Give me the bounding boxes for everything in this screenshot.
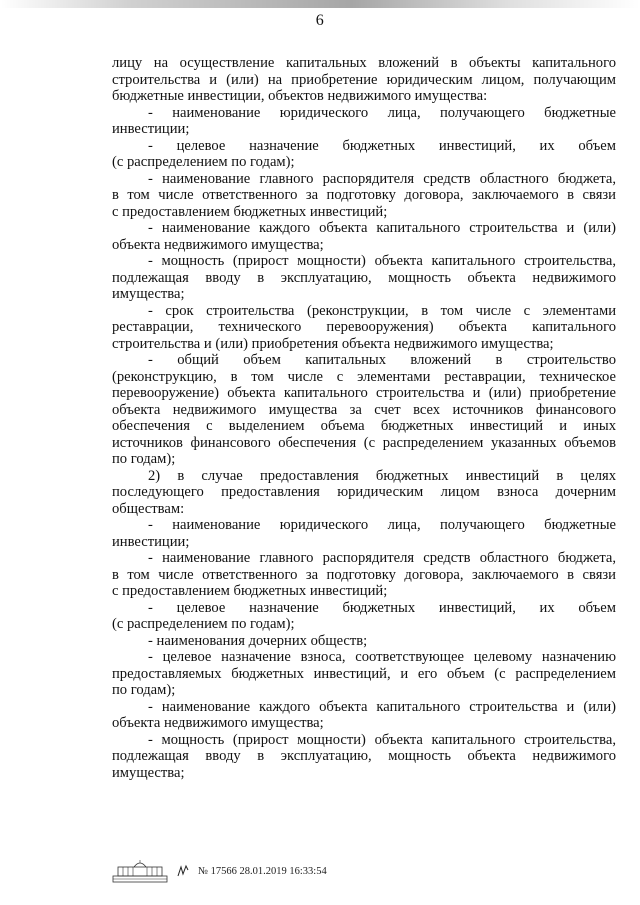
paragraph — [112, 138, 616, 171]
text-line: реставрации, технического перевооружения) объекта капитального — [112, 319, 616, 335]
text-line: с предоставлением бюджетных инвестиций; — [112, 203, 388, 220]
text-line: - наименование главного распорядителя средств областного бюджета, — [148, 550, 616, 566]
text-line: - мощность (прирост мощности) объекта капитального строительства, — [148, 731, 616, 748]
text-line: источников финансового обеспечения (с распределением указанных объемов — [112, 434, 616, 451]
paragraph — [112, 220, 616, 253]
page-number: 6 — [315, 12, 325, 29]
text-line: объекта недвижимого имущества за счет всех источников финансового — [112, 401, 616, 418]
text-line: - наименование юридического лица, получающего бюджетные — [148, 517, 616, 533]
text-line: последующего предоставления юридическим лицом взноса дочерним — [112, 484, 616, 500]
paragraph — [112, 649, 616, 699]
paragraph — [112, 732, 616, 782]
paragraph — [112, 699, 616, 732]
text-line: инвестиции; — [112, 533, 190, 550]
text-line: подлежащая вводу в эксплуатацию, мощность объекта недвижимого — [112, 748, 616, 764]
text-line: - срок строительства (реконструкции, в том числе с элементами — [148, 302, 616, 319]
text-line: имущества; — [112, 764, 185, 781]
text-line: 2) в случае предоставления бюджетных инвестиций в целях — [148, 467, 616, 484]
text-line: - наименование главного распорядителя средств областного бюджета, — [148, 170, 616, 187]
text-line: (с распределением по годам); — [112, 154, 295, 170]
text-line: инвестиции; — [112, 121, 190, 137]
paragraph — [112, 600, 616, 633]
text-line: перевооружение) объекта капитального строительства и (или) приобретение — [112, 385, 616, 401]
paragraph — [112, 633, 616, 650]
paragraph — [112, 468, 616, 518]
text-line: по годам); — [112, 682, 176, 698]
text-line: объекта недвижимого имущества; — [112, 236, 324, 253]
text-line: - наименование каждого объекта капитального строительства и (или) — [148, 220, 616, 236]
text-line: имущества; — [112, 286, 185, 302]
text-line: в том числе ответственного за подготовку договора, заключаемого в связи — [112, 566, 616, 583]
text-line: строительства и (или) на приобретение юридическим лицом, получающим — [112, 71, 616, 88]
text-line: строительства и (или) приобретения объекта недвижимого имущества; — [112, 335, 554, 352]
text-line: объекта недвижимого имущества; — [112, 715, 324, 731]
signature-mark-icon — [176, 864, 190, 878]
text-line: - общий объем капитальных вложений в строительство — [148, 352, 616, 368]
text-line: в том числе ответственного за подготовку договора, заключаемого в связи — [112, 187, 616, 203]
paragraph — [112, 171, 616, 221]
text-line: предоставляемых бюджетных инвестиций, и его объем (с распределением — [112, 665, 616, 682]
scan-edge-shadow — [0, 0, 640, 8]
paragraph — [112, 550, 616, 600]
text-line: обеспечения с выделением объема бюджетных инвестиций и иных — [112, 418, 616, 434]
document-body — [112, 55, 616, 781]
text-line: - наименование юридического лица, получающего бюджетные — [148, 104, 616, 121]
paragraph — [112, 105, 616, 138]
document-footer — [112, 858, 327, 884]
text-line: - целевое назначение бюджетных инвестиций, их объем — [148, 599, 616, 616]
text-line: - целевое назначение взноса, соответствующее целевому назначению — [148, 649, 616, 665]
text-line: (с распределением по годам); — [112, 616, 295, 632]
text-line: обществам: — [112, 500, 185, 517]
text-line: - целевое назначение бюджетных инвестиций, их объем — [148, 137, 616, 154]
paragraph — [112, 253, 616, 303]
paragraph — [112, 517, 616, 550]
building-seal-icon — [112, 859, 168, 883]
text-line: лицу на осуществление капитальных вложений в объекты капитального — [112, 55, 616, 71]
paragraph — [112, 55, 616, 105]
text-line: подлежащая вводу в эксплуатацию, мощность объекта недвижимого — [112, 269, 616, 286]
text-line: (реконструкцию, в том числе с элементами реставрации, техническое — [112, 368, 616, 385]
text-line: по годам); — [112, 451, 176, 467]
text-line: - наименования дочерних обществ; — [148, 632, 368, 649]
text-line: - наименование каждого объекта капитального строительства и (или) — [148, 698, 616, 715]
text-line: с предоставлением бюджетных инвестиций; — [112, 583, 388, 599]
paragraph — [112, 352, 616, 468]
paragraph — [112, 303, 616, 353]
text-line: - мощность (прирост мощности) объекта капитального строительства, — [148, 253, 616, 269]
document-stamp: № 17566 28.01.2019 16:33:54 — [198, 865, 327, 877]
text-line: бюджетные инвестиции, объектов недвижимого имущества: — [112, 88, 488, 104]
